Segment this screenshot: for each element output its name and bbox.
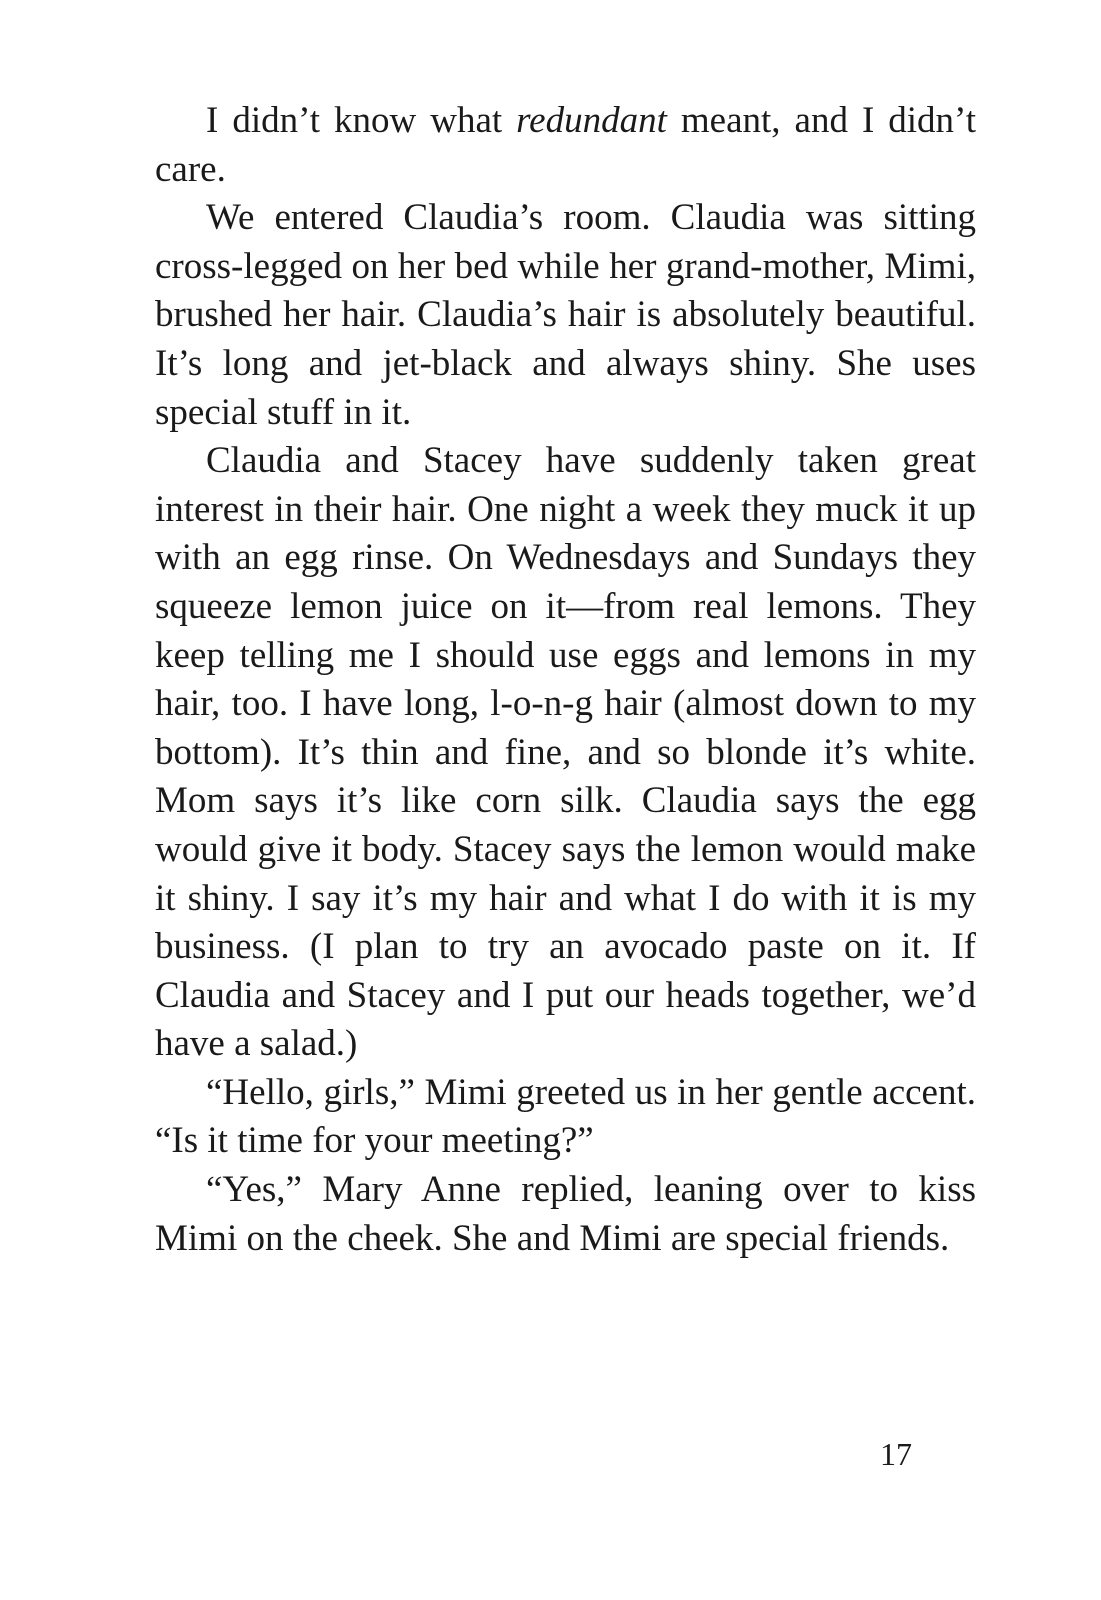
- paragraph-1-after: meant, and I didn’t care.: [155, 100, 976, 190]
- emphasized-word: redundant: [516, 100, 667, 141]
- paragraph-4: “Hello, girls,” Mimi greeted us in her gentle accent. “Is it time for your meeting?”: [155, 1071, 976, 1162]
- paragraph-1: [155, 97, 976, 194]
- page-number: 17: [880, 1436, 912, 1472]
- paragraph-2: We entered Claudia’s room. Claudia was sitting cross-legged on her bed while her grand-mother, Mimi, brushed her hair. Claudia’s hair is absolutely beautiful. It’s long and jet-black and always shiny. She uses special stuff in it.: [155, 197, 976, 433]
- body-text: [155, 97, 976, 1263]
- paragraph-1-before: I didn’t know what: [206, 100, 517, 141]
- paragraph-5: “Yes,” Mary Anne replied, leaning over to kiss Mimi on the cheek. She and Mimi are special friends.: [155, 1169, 976, 1259]
- paragraph-3: Claudia and Stacey have suddenly taken great interest in their hair. One night a week they muck it up with an egg rinse. On Wednesdays and Sundays they squeeze lemon juice on it—from real lemons. They keep telling me I should use eggs and lemons in my hair, too. I have long, l-o-n-g hair (almost down to my bottom). It’s thin and fine, and so blonde it’s white. Mom says it’s like corn silk. Claudia says the egg would give it body. Stacey says the lemon would make it shiny. I say it’s my hair and what I do with it is my business. (I plan to try an avocado paste on it. If Claudia and Stacey and I put our heads together, we’d have a salad.): [155, 440, 976, 1065]
